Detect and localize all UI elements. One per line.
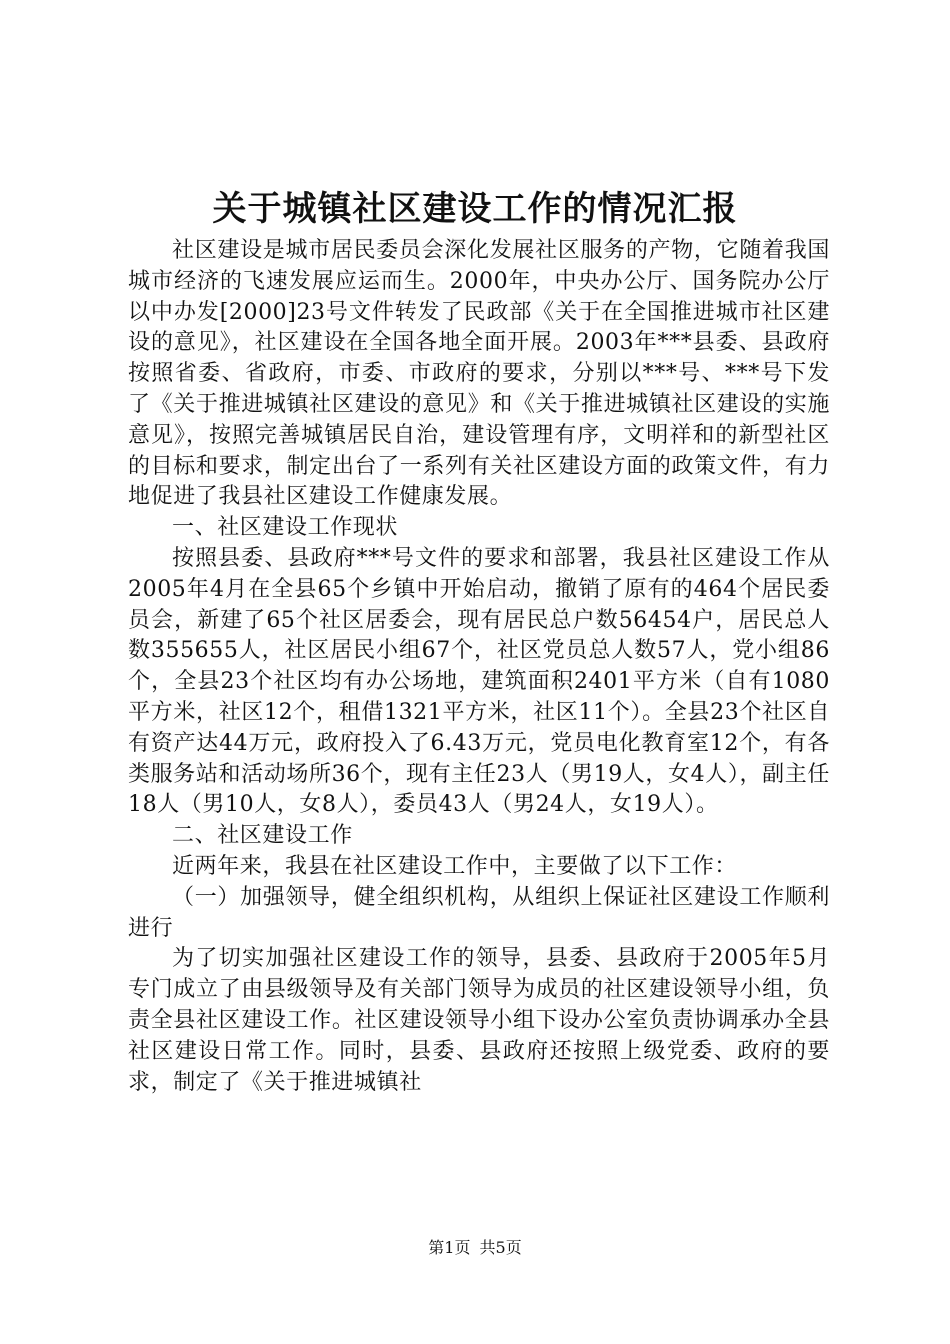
page-total: 共5页	[479, 1238, 522, 1257]
section-heading-work: 二、社区建设工作	[172, 823, 353, 849]
paragraph-work-intro: 近两年来，我县在社区建设工作中，主要做了以下工作：	[172, 853, 738, 879]
page-number: 第1页	[428, 1238, 471, 1257]
paragraph-intro: 社区建设是城市居民委员会深化发展社区服务的产物，它随着我国城市经济的飞速发展应运而生。2000年，中央办公厅、国务院办公厅以中办发[2000]23号文件转发了民政部《关于在全国推进城市社区建设的意见》，社区建设在全国各地全面开展。2003年***县委、县政府按照省委、省政府，市委、市政府的要求，分别以***号、***号下发了《关于推进城镇社区建设的意见》和《关于推进城镇社区建设的实施意见》，按照完善城镇居民自治，建设管理有序，文明祥和的新型社区的目标和要求，制定出台了一系列有关社区建设方面的政策文件，有力地促进了我县社区建设工作健康发展。	[128, 238, 830, 510]
document-title: 关于城镇社区建设工作的情况汇报	[212, 189, 738, 229]
page-footer	[0, 1236, 950, 1260]
document-body	[128, 236, 830, 1098]
paragraph-status: 按照县委、县政府***号文件的要求和部署，我县社区建设工作从2005年4月在全县65个乡镇中开始启动，撤销了原有的464个居民委员会，新建了65个社区居委会，现有居民总户数56454户，居民总人数355655人，社区居民小组67个，社区党员总人数57人，党小组86个，全县23个社区均有办公场地，建筑面积2401平方米（自有1080平方米，社区12个，租借1321平方米，社区11个）。全县23个社区自有资产达44万元，政府投入了6.43万元，党员电化教育室12个，有各类服务站和活动场所36个，现有主任23人（男19人，女4人），副主任18人（男10人，女8人），委员43人（男24人，女19人）。	[128, 545, 830, 818]
paragraph-leadership: 为了切实加强社区建设工作的领导，县委、县政府于2005年5月专门成立了由县级领导及有关部门领导为成员的社区建设领导小组，负责全县社区建设工作。社区建设领导小组下设办公室负责协调承办全县社区建设日常工作。同时，县委、县政府还按照上级党委、政府的要求，制定了《关于推进城镇社	[128, 946, 830, 1095]
subsection-heading-leadership: （一）加强领导，健全组织机构，从组织上保证社区建设工作顺利进行	[128, 884, 830, 941]
section-heading-status: 一、社区建设工作现状	[172, 515, 399, 541]
